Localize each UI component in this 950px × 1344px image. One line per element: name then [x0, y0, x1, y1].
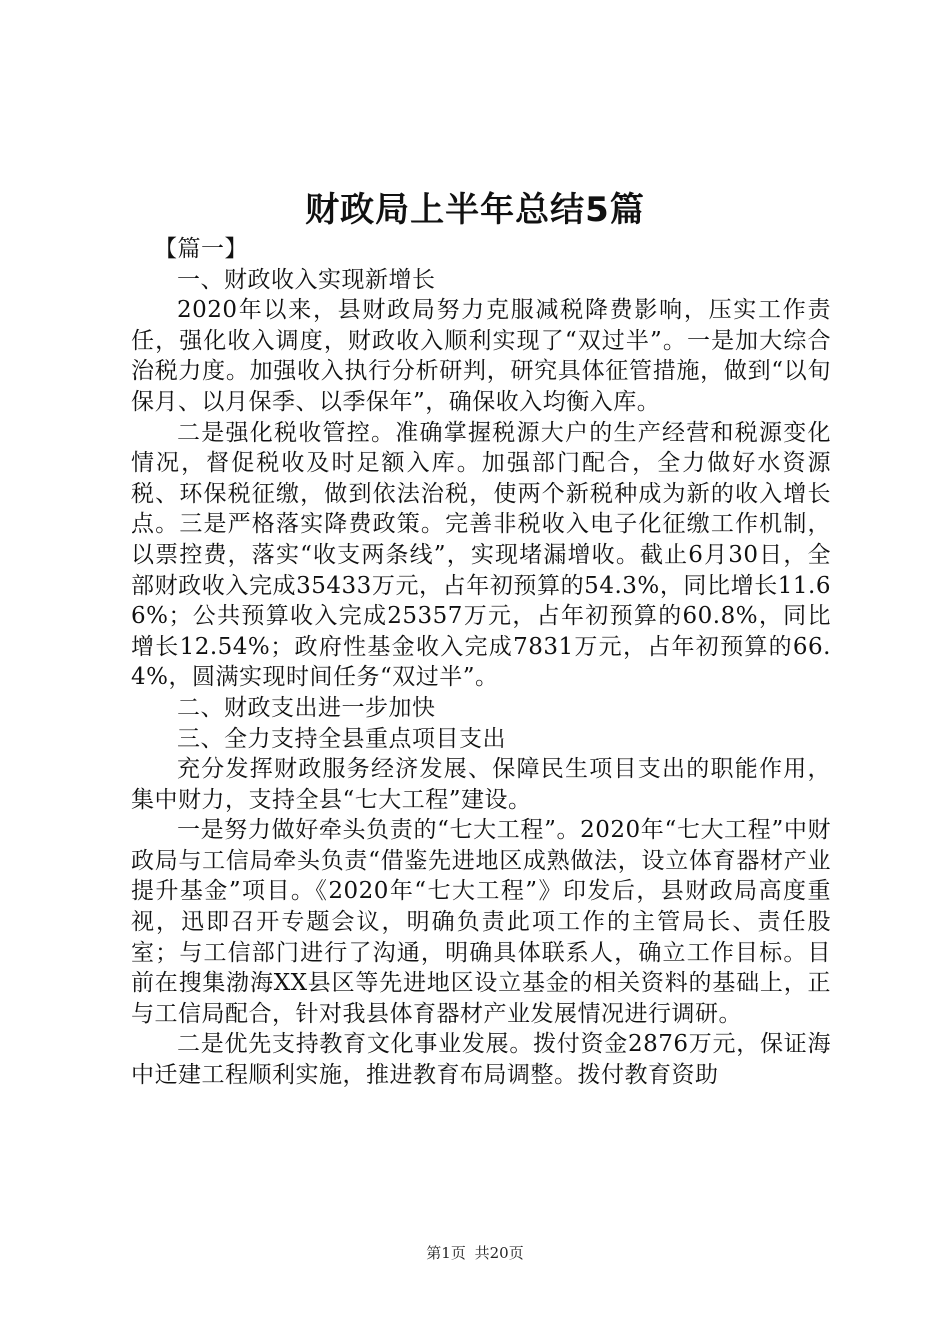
- page-footer: [0, 1243, 950, 1263]
- section-heading: 三、全力支持全县重点项目支出: [177, 725, 506, 752]
- page-total: 共20页: [474, 1244, 524, 1262]
- body-paragraph: 充分发挥财政服务经济发展、保障民生项目支出的职能作用，集中财力，支持全县“七大工程”建设。: [131, 756, 831, 813]
- section-label: 【篇一】: [154, 236, 248, 262]
- section-heading: 二、财政支出进一步加快: [177, 694, 436, 721]
- body-paragraph: 一是努力做好牵头负责的“七大工程”。2020年“七大工程”中财政局与工信局牵头负责“借鉴先进地区成熟做法，设立体育器材产业提升基金”项目。《2020年“七大工程”》印发后，县财政局高度重视，迅即召开专题会议，明确负责此项工作的主管局长、责任股室；与工信部门进行了沟通，明确具体联系人，确立工作目标。目前在搜集渤海XX县区等先进地区设立基金的相关资料的基础上，正与工信局配合，针对我县体育器材产业发展情况进行调研。: [131, 817, 831, 1027]
- body-paragraph: 二是优先支持教育文化事业发展。拨付资金2876万元，保证海中迁建工程顺利实施，推进教育布局调整。拨付教育资助: [131, 1031, 831, 1089]
- body-paragraph: 二是强化税收管控。准确掌握税源大户的生产经营和税源变化情况，督促税收及时足额入库。加强部门配合，全力做好水资源税、环保税征缴，做到依法治税，使两个新税种成为新的收入增长点。三是严格落实降费政策。完善非税收入电子化征缴工作机制，以票控费，落实“收支两条线”，实现堵漏增收。截止6月30日，全部财政收入完成35433万元，占年初预算的54.3%，同比增长11.66%；公共预算收入完成25357万元，占年初预算的60.8%，同比增长12.54%；政府性基金收入完成7831万元，占年初预算的66.4%，圆满实现时间任务“双过半”。: [131, 419, 831, 691]
- document-title: 财政局上半年总结5篇: [305, 190, 645, 230]
- document-body: [131, 234, 831, 1091]
- page-number: 第1页: [426, 1244, 466, 1262]
- section-heading: 一、财政收入实现新增长: [177, 266, 436, 293]
- body-paragraph: 2020年以来，县财政局努力克服减税降费影响，压实工作责任，强化收入调度，财政收入顺利实现了“双过半”。一是加大综合治税力度。加强收入执行分析研判，研究具体征管措施，做到“以旬保月、以月保季、以季保年”，确保收入均衡入库。: [131, 297, 831, 415]
